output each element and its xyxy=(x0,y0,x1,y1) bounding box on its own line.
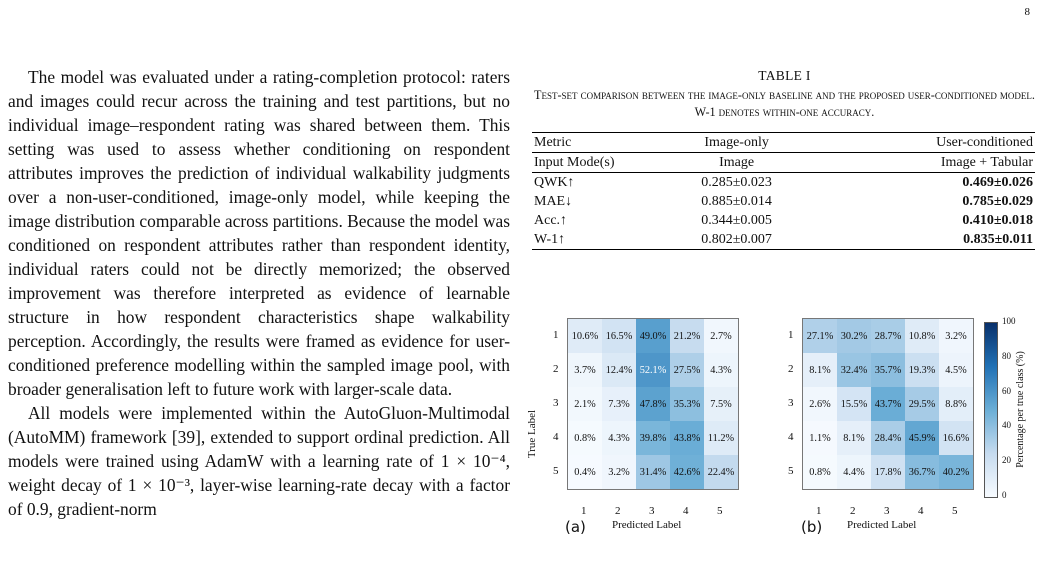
matrix-cell: 30.2% xyxy=(837,319,871,353)
matrix-cell: 11.2% xyxy=(704,421,738,455)
matrix-cell: 0.8% xyxy=(568,421,602,455)
matrix-cell: 39.8% xyxy=(636,421,670,455)
matrix-cell: 1.1% xyxy=(803,421,837,455)
body-text xyxy=(8,65,510,521)
x-tick-label: 2 xyxy=(615,505,621,517)
matrix-cell: 8.8% xyxy=(939,387,973,421)
table-title: TABLE I xyxy=(758,68,811,83)
table-header-row xyxy=(532,133,1035,153)
matrix-cell: 3.7% xyxy=(568,353,602,387)
x-tick-label: 1 xyxy=(581,505,587,517)
y-tick-label: 1 xyxy=(788,329,794,341)
matrix-cell: 28.4% xyxy=(871,421,905,455)
table-cell: 0.344±0.005 xyxy=(701,213,772,228)
table-cell: MAE↓ xyxy=(534,194,573,209)
y-tick-label: 2 xyxy=(553,363,559,375)
matrix-cell: 12.4% xyxy=(602,353,636,387)
matrix-cell: 0.4% xyxy=(568,455,602,489)
y-tick-label: 4 xyxy=(553,431,559,443)
y-axis-label: True Label xyxy=(526,409,539,459)
matrix-cell: 10.8% xyxy=(905,319,939,353)
paragraph: All models were implemented within the AutoGluon-Multimodal (AutoMM) framework [39], extended to support ordinal prediction. All models were trained using AdamW with a learning rate of 1 × 10⁻⁴, weight decay of 1 × 10⁻³, layer-wise learning-rate decay with a factor of 0.9, gradient-norm xyxy=(8,403,510,519)
table-row xyxy=(532,173,1035,193)
table-cell: Image xyxy=(656,153,817,173)
colorbar xyxy=(984,322,998,498)
matrix-cell: 42.6% xyxy=(670,455,704,489)
x-tick-label: 5 xyxy=(952,505,958,517)
matrix-cell: 19.3% xyxy=(905,353,939,387)
table-cell: 0.285±0.023 xyxy=(701,175,772,190)
table-cell: 0.885±0.014 xyxy=(701,194,772,209)
matrix-cell: 40.2% xyxy=(939,455,973,489)
y-tick-label: 4 xyxy=(788,431,794,443)
table-cell: QWK↑ xyxy=(534,175,575,190)
matrix-cell: 45.9% xyxy=(905,421,939,455)
matrix-cell: 4.3% xyxy=(704,353,738,387)
matrix-cell: 52.1% xyxy=(636,353,670,387)
table-cell: Input Mode(s) xyxy=(532,153,656,173)
matrix-cell: 8.1% xyxy=(837,421,871,455)
matrix-cell: 7.5% xyxy=(704,387,738,421)
table-cell: 0.410±0.018 xyxy=(962,213,1033,228)
x-tick-label: 3 xyxy=(884,505,890,517)
matrix-cell: 43.8% xyxy=(670,421,704,455)
x-tick-label: 3 xyxy=(649,505,655,517)
table-block xyxy=(532,68,1037,250)
table-cell: 0.835±0.011 xyxy=(817,230,1035,250)
matrix-cell: 27.1% xyxy=(803,319,837,353)
x-tick-label: 2 xyxy=(850,505,856,517)
colorbar-tick: 40 xyxy=(1002,420,1011,431)
matrix-cell: 2.6% xyxy=(803,387,837,421)
matrix-cell: 47.8% xyxy=(636,387,670,421)
panel-label-a: (a) xyxy=(565,518,586,536)
matrix-cell: 0.8% xyxy=(803,455,837,489)
x-tick-label: 1 xyxy=(816,505,822,517)
matrix-cell: 2.1% xyxy=(568,387,602,421)
matrix-cell: 35.7% xyxy=(871,353,905,387)
table-header-cell: User-conditioned xyxy=(817,133,1035,153)
matrix-cell: 49.0% xyxy=(636,319,670,353)
matrix-cell: 29.5% xyxy=(905,387,939,421)
x-axis-label: Predicted Label xyxy=(612,519,682,531)
results-table xyxy=(532,132,1035,250)
matrix-cell: 36.7% xyxy=(905,455,939,489)
x-axis-label: Predicted Label xyxy=(847,519,917,531)
table-cell: 0.469±0.026 xyxy=(962,175,1033,190)
matrix-cell: 3.2% xyxy=(939,319,973,353)
matrix-cell: 8.1% xyxy=(803,353,837,387)
matrix-cell: 22.4% xyxy=(704,455,738,489)
x-tick-label: 4 xyxy=(683,505,689,517)
matrix-cell: 35.3% xyxy=(670,387,704,421)
table-row xyxy=(532,153,1035,173)
matrix-cell: 43.7% xyxy=(871,387,905,421)
table-header-cell: Image-only xyxy=(656,133,817,153)
y-tick-label: 5 xyxy=(788,465,794,477)
matrix-cell: 2.7% xyxy=(704,319,738,353)
matrix-cell: 28.7% xyxy=(871,319,905,353)
matrix-cell: 4.5% xyxy=(939,353,973,387)
matrix-cell: 10.6% xyxy=(568,319,602,353)
table-header-cell: Metric xyxy=(532,133,656,153)
matrix-cell: 16.5% xyxy=(602,319,636,353)
matrix-cell: 3.2% xyxy=(602,455,636,489)
matrix-grid xyxy=(567,318,739,490)
y-tick-label: 3 xyxy=(788,397,794,409)
table-cell: Image + Tabular xyxy=(817,153,1035,173)
matrix-cell: 21.2% xyxy=(670,319,704,353)
table-caption: Test-set comparison between the image-only baseline and the proposed user-conditioned model. W-1 denotes within-one accuracy. xyxy=(534,88,1035,119)
x-tick-label: 5 xyxy=(717,505,723,517)
page-number: 8 xyxy=(1024,6,1030,18)
y-tick-label: 2 xyxy=(788,363,794,375)
matrix-grid xyxy=(802,318,974,490)
matrix-cell: 4.3% xyxy=(602,421,636,455)
paragraph: The model was evaluated under a rating-completion protocol: raters and images could recur across the training and test partitions, but no individual image–respondent rating was shared between them. This setting was used to assess whether conditioning on respondent attributes improves the prediction of individual walkability judgments over a non-user-conditioned, image-only model, while keeping the image distribution comparable across partitions. Because the model was conditioned on respondent attributes rather than respondent identity, individual raters could not be directly memorized; the observed improvement was therefore interpreted as evidence of learnable structure in how respondent characteristics shape walkability perception. Accordingly, the results were framed as evidence for user-conditioned preference modelling within the sampled image pool, with broader generalisation left to future work with larger-scale data. xyxy=(8,67,510,399)
table-row xyxy=(532,211,1035,230)
table-row xyxy=(532,230,1035,250)
colorbar-tick: 80 xyxy=(1002,350,1011,361)
colorbar-tick: 60 xyxy=(1002,385,1011,396)
matrix-cell: 16.6% xyxy=(939,421,973,455)
matrix-cell: 17.8% xyxy=(871,455,905,489)
matrix-cell: 32.4% xyxy=(837,353,871,387)
table-cell: Acc.↑ xyxy=(534,213,568,228)
colorbar-tick: 20 xyxy=(1002,455,1011,466)
matrix-cell: 27.5% xyxy=(670,353,704,387)
table-cell: 0.802±0.007 xyxy=(656,230,817,250)
table-cell: 0.785±0.029 xyxy=(962,194,1033,209)
colorbar-tick: 0 xyxy=(1002,490,1007,500)
x-tick-label: 4 xyxy=(918,505,924,517)
y-tick-label: 3 xyxy=(553,397,559,409)
colorbar-label: Percentage per true class (%) xyxy=(1014,351,1026,468)
matrix-cell: 31.4% xyxy=(636,455,670,489)
matrix-cell: 15.5% xyxy=(837,387,871,421)
matrix-cell: 4.4% xyxy=(837,455,871,489)
y-tick-label: 5 xyxy=(553,465,559,477)
y-tick-label: 1 xyxy=(553,329,559,341)
panel-label-b: (b) xyxy=(801,518,823,536)
table-row xyxy=(532,192,1035,211)
colorbar-tick: 100 xyxy=(1002,316,1016,326)
table-cell: W-1↑ xyxy=(532,230,656,250)
matrix-cell: 7.3% xyxy=(602,387,636,421)
